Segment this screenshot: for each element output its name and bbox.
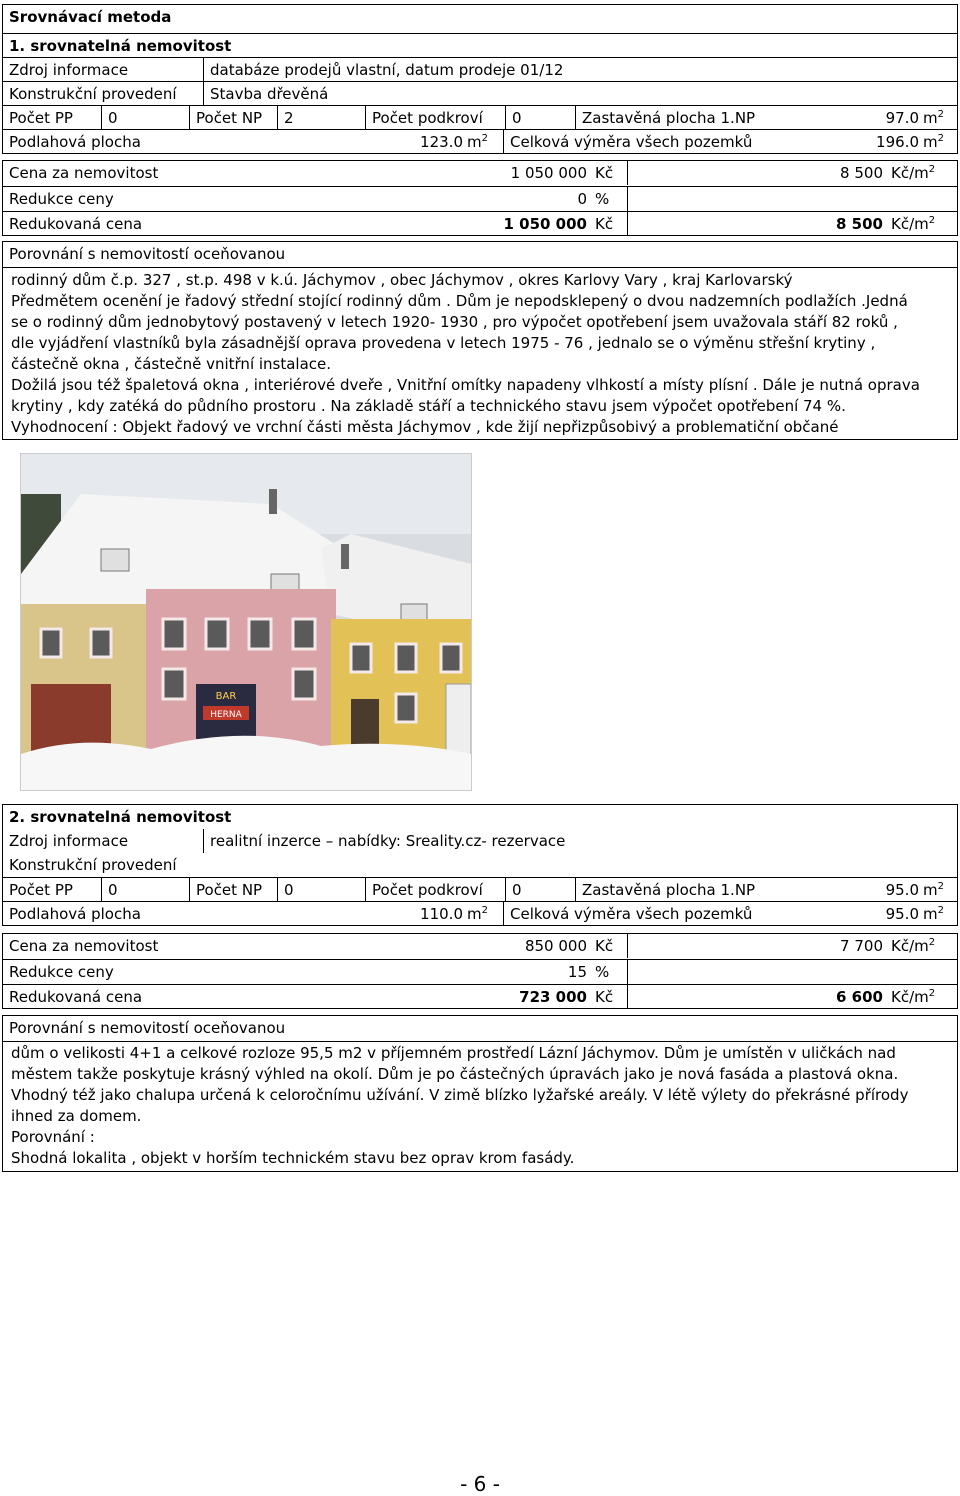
unit-label: m <box>923 905 938 923</box>
text-line: Porovnání : <box>11 1128 95 1146</box>
pp-label: Počet PP <box>9 881 73 899</box>
price-per-m2: 8 500 <box>627 161 889 185</box>
comparison-2 <box>2 1015 958 1172</box>
attic-value: 0 <box>505 878 575 902</box>
floor-area-unit: $m^2$ <box>467 133 488 151</box>
attic-label: Počet podkroví <box>365 878 505 902</box>
comparison-text <box>11 1043 951 1169</box>
price-per-m2: 7 700 <box>627 934 889 958</box>
floor-area-value: 123.0 <box>420 133 463 151</box>
reduced-price-row <box>3 984 957 1009</box>
text-line: Předmětem ocenění je řadový střední stojící rodinný dům . Dům je nepodsklepený o dvou nadzemních podlažích .Jedná <box>11 292 908 310</box>
reduced-price-per-m2-unit: $Kč/m^2$ <box>891 988 936 1006</box>
comparison-1 <box>2 241 958 440</box>
text-line: dle vyjádření vlastníků byla zásadnější oprava provedena v letech 1975 - 76 , jednalo se o výměnu střešní krytiny , <box>11 334 876 352</box>
property-heading: 1. srovnatelná nemovitost <box>9 37 232 55</box>
text-line: Dožilá jsou též špaletová okna , interiérové dveře , Vnitřní omítky napadeny vlhkostí a místy plísní . Dále je nutná oprava <box>11 376 920 394</box>
text-line: částečně okna , částečně vnitřní instalace. <box>11 355 332 373</box>
comparison-heading: Porovnání s nemovitostí oceňovanou <box>9 245 286 263</box>
built-area-value: 97.0 <box>885 109 919 127</box>
property-photo <box>20 453 472 791</box>
bar-sign: BAR <box>215 691 237 702</box>
text-line: Shodná lokalita , objekt v horším technickém stavu bez oprav krom fasády. <box>11 1149 575 1167</box>
land-area-label: Celková výměra všech pozemků <box>503 130 803 154</box>
unit-label: m <box>467 905 482 923</box>
land-area-value: 95.0 <box>885 905 919 923</box>
reduction-unit: % <box>595 190 610 208</box>
land-area-label: Celková výměra všech pozemků <box>503 902 803 926</box>
property-heading-row <box>3 805 957 829</box>
land-area-unit: $m^2$ <box>923 905 944 923</box>
reduced-price-value: 723 000 <box>519 988 587 1006</box>
attic-value: 0 <box>505 106 575 130</box>
land-area-value: 196.0 <box>876 133 919 151</box>
unit-label: m <box>923 881 938 899</box>
price-currency: Kč <box>595 937 614 955</box>
pp-value: 0 <box>101 878 189 902</box>
reduction-value: 0 <box>577 190 587 208</box>
reduction-value: 15 <box>567 963 587 981</box>
built-area-value: 95.0 <box>885 881 919 899</box>
reduced-price-label: Redukovaná cena <box>9 988 143 1006</box>
unit-label: Kč/m <box>891 937 929 955</box>
text-line: ihned za domem. <box>11 1107 142 1125</box>
comparison-heading-row <box>3 242 957 266</box>
price-currency: Kč <box>595 164 614 182</box>
reduced-price-per-m2: 8 500 <box>627 212 889 236</box>
np-label: Počet NP <box>189 106 277 130</box>
reduced-price-label: Redukovaná cena <box>9 215 143 233</box>
comparison-text <box>11 270 951 438</box>
floor-area-unit: $m^2$ <box>467 905 488 923</box>
property-1-block <box>2 4 958 154</box>
construction-label: Konstrukční provedení <box>9 85 177 103</box>
price-label: Cena za nemovitost <box>9 937 159 955</box>
counts-row <box>3 877 957 902</box>
reduction-row <box>3 186 957 211</box>
text-line: dům o velikosti 4+1 a celkové rozloze 95,5 m2 v příjemném prostředí Lázní Jáchymov. Dům je umístěn v uličkách nad <box>11 1044 896 1062</box>
source-label: Zdroj informace <box>9 832 129 850</box>
text-line: Vhodný též jako chalupa určená k celoročnímu užívání. V zimě blízko lyžařské areály. V létě výlety do překrásné přírody <box>11 1086 909 1104</box>
pp-label: Počet PP <box>9 109 73 127</box>
construction-row <box>3 853 957 877</box>
text-line: krytiny , kdy zatéká do půdního prostoru . Na základě stáří a technického stavu jsem výpočet opotřebení 74 %. <box>11 397 846 415</box>
reduction-label: Redukce ceny <box>9 963 114 981</box>
divider <box>3 267 957 268</box>
price-value: 850 000 <box>524 937 587 955</box>
text-line: Vyhodnocení : Objekt řadový ve vrchní části města Jáchymov , kde žijí nepřizpůsobivý a problematiční občané <box>11 418 839 436</box>
price-per-m2-unit: $Kč/m^2$ <box>891 164 936 182</box>
text-line: rodinný dům č.p. 327 , st.p. 498 v k.ú. Jáchymov , obec Jáchymov , okres Karlovy Vary , kraj Karlovarský <box>11 271 793 289</box>
area-row <box>3 129 957 154</box>
built-area-label: Zastavěná plocha 1.NP <box>575 106 805 130</box>
price-row <box>3 161 957 185</box>
comparison-heading: Porovnání s nemovitostí oceňovanou <box>9 1019 286 1037</box>
reduced-price-currency: Kč <box>595 988 614 1006</box>
price-row <box>3 934 957 958</box>
page-number: - 6 - <box>460 1472 500 1496</box>
built-area-unit: $m^2$ <box>923 881 944 899</box>
comparison-heading-row <box>3 1016 957 1040</box>
price-label: Cena za nemovitost <box>9 164 159 182</box>
attic-label: Počet podkroví <box>365 106 505 130</box>
text-line: městem takže poskytuje krásný výhled na okolí. Dům je po částečných úpravách jako je nová fasáda a plastová okna. <box>11 1065 899 1083</box>
construction-value: Stavba dřevěná <box>203 82 959 106</box>
text-line: se o rodinný dům jednobytový postavený v letech 1920- 1930 , pro výpočet opotřebení jsem uvažovala stáří 82 roků , <box>11 313 898 331</box>
price-table-2 <box>2 933 958 1009</box>
floor-area-label: Podlahová plocha <box>9 905 141 923</box>
unit-label: Kč/m <box>891 164 929 182</box>
area-row <box>3 901 957 926</box>
price-value: 1 050 000 <box>510 164 587 182</box>
price-per-m2-unit: $Kč/m^2$ <box>891 937 936 955</box>
source-label: Zdroj informace <box>9 61 129 79</box>
floor-area-label: Podlahová plocha <box>9 133 141 151</box>
property-2-block <box>2 804 958 926</box>
unit-label: m <box>923 109 938 127</box>
pp-value: 0 <box>101 106 189 130</box>
construction-row <box>3 81 957 106</box>
reduction-label: Redukce ceny <box>9 190 114 208</box>
built-area-unit: $m^2$ <box>923 109 944 127</box>
np-label: Počet NP <box>189 878 277 902</box>
reduction-unit: % <box>595 963 610 981</box>
land-area-unit: $m^2$ <box>923 133 944 151</box>
source-row <box>3 57 957 82</box>
reduction-empty <box>627 960 959 984</box>
price-table-1 <box>2 160 958 236</box>
reduction-row <box>3 959 957 984</box>
unit-label: m <box>923 133 938 151</box>
reduced-price-currency: Kč <box>595 215 614 233</box>
method-title: Srovnávací metoda <box>9 8 172 26</box>
house-photo-graphic <box>21 454 471 790</box>
reduced-price-row <box>3 211 957 236</box>
unit-label: m <box>467 133 482 151</box>
reduced-price-per-m2-unit: $Kč/m^2$ <box>891 215 936 233</box>
reduced-price-value: 1 050 000 <box>503 215 587 233</box>
herna-sign: HERNA <box>210 710 242 720</box>
unit-label: Kč/m <box>891 215 929 233</box>
source-value: databáze prodejů vlastní, datum prodeje 01/12 <box>203 58 959 82</box>
source-row <box>3 829 957 853</box>
reduction-empty <box>627 187 959 211</box>
floor-area-value: 110.0 <box>420 905 463 923</box>
property-heading: 2. srovnatelná nemovitost <box>9 808 232 826</box>
reduced-price-per-m2: 6 600 <box>627 985 889 1009</box>
construction-label: Konstrukční provedení <box>9 856 177 874</box>
np-value: 0 <box>277 878 365 902</box>
unit-label: Kč/m <box>891 988 929 1006</box>
source-value: realitní inzerce – nabídky: Sreality.cz- rezervace <box>203 829 959 853</box>
divider <box>3 1041 957 1042</box>
method-title-row <box>3 5 957 29</box>
counts-row <box>3 105 957 130</box>
built-area-label: Zastavěná plocha 1.NP <box>575 878 805 902</box>
property-heading-row <box>3 33 957 58</box>
np-value: 2 <box>277 106 365 130</box>
